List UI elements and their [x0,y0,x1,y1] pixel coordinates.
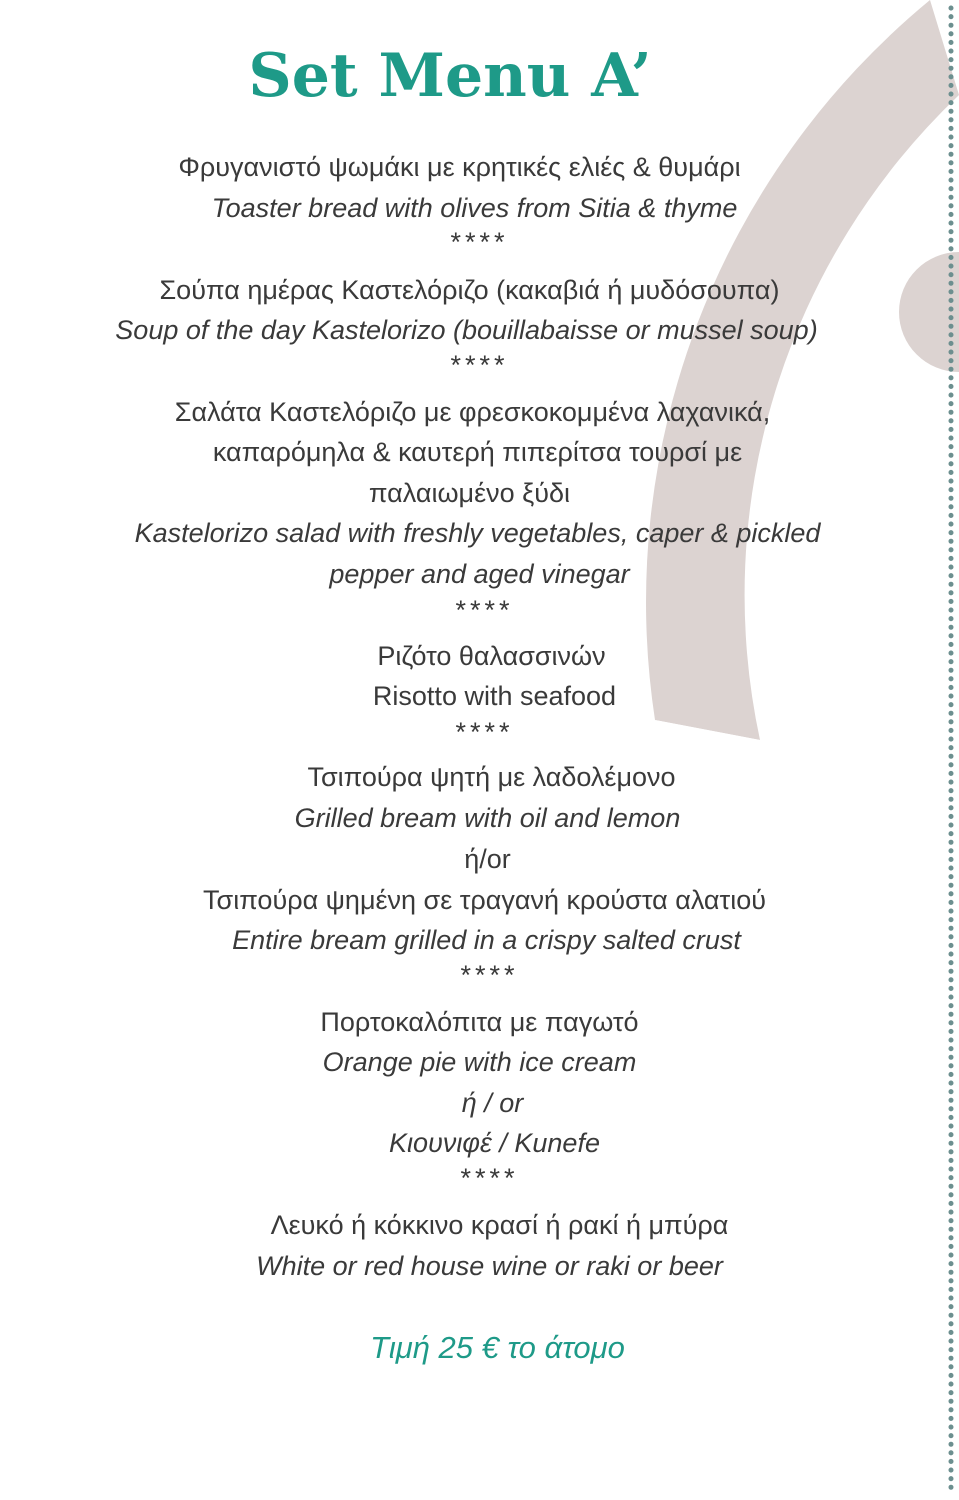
course-7-greek: Λευκό ή κόκκινο κρασί ή ρακί ή μπύρα [270,1210,729,1240]
course-separator: **** [455,595,514,625]
course-4-greek: Ριζότο θαλασσινών [377,641,606,671]
course-separator: **** [450,227,509,257]
course-5-alt-english: Entire bream grilled in a crispy salted crust [232,925,741,955]
course-1-greek: Φρυγανιστό ψωμάκι με κρητικές ελιές & θυμάρι [178,152,741,182]
course-7-english: White or red house wine or raki or beer [256,1251,723,1281]
course-5-alt-greek: Τσιπούρα ψημένη σε τραγανή κρούστα αλατιού [203,885,766,915]
course-1-english: Toaster bread with olives from Sitia & thyme [211,193,738,223]
course-2-greek: Σούπα ημέρας Καστελόριζο (κακαβιά ή μυδόσουπα) [159,275,780,305]
course-6-english: Orange pie with ice cream [322,1047,637,1077]
course-3-greek: Σαλάτα Καστελόριζο με φρεσκοκομμένα λαχανικά, [174,397,771,427]
course-6-or: ή / or [461,1088,524,1118]
course-6-alt: Κιουνιφέ / Kunefe [389,1128,600,1158]
course-separator: **** [450,350,509,380]
course-3-greek: καπαρόμηλα & καυτερή πιπερίτσα τουρσί με [212,437,743,467]
course-6-greek: Πορτοκαλόπιτα με παγωτό [320,1007,639,1037]
course-3-english: Kastelorizo salad with freshly vegetables, caper & pickled [134,518,821,548]
course-3-greek: παλαιωμένο ξύδι [368,478,571,508]
course-5-english: Grilled bream with oil and lemon [294,803,681,833]
course-2-english: Soup of the day Kastelorizo (bouillabaisse or mussel soup) [115,315,818,345]
price: Τιμή 25 € το άτομο [370,1330,625,1365]
course-separator: **** [460,960,519,990]
course-separator: **** [460,1163,519,1193]
course-3-english: pepper and aged vinegar [329,559,630,589]
course-separator: **** [455,717,514,747]
menu-title: Set Menu A’ [248,41,652,111]
course-5-or: ή/or [464,844,511,874]
course-4-english: Risotto with seafood [372,681,617,711]
course-5-greek: Τσιπούρα ψητή με λαδολέμονο [307,762,676,792]
